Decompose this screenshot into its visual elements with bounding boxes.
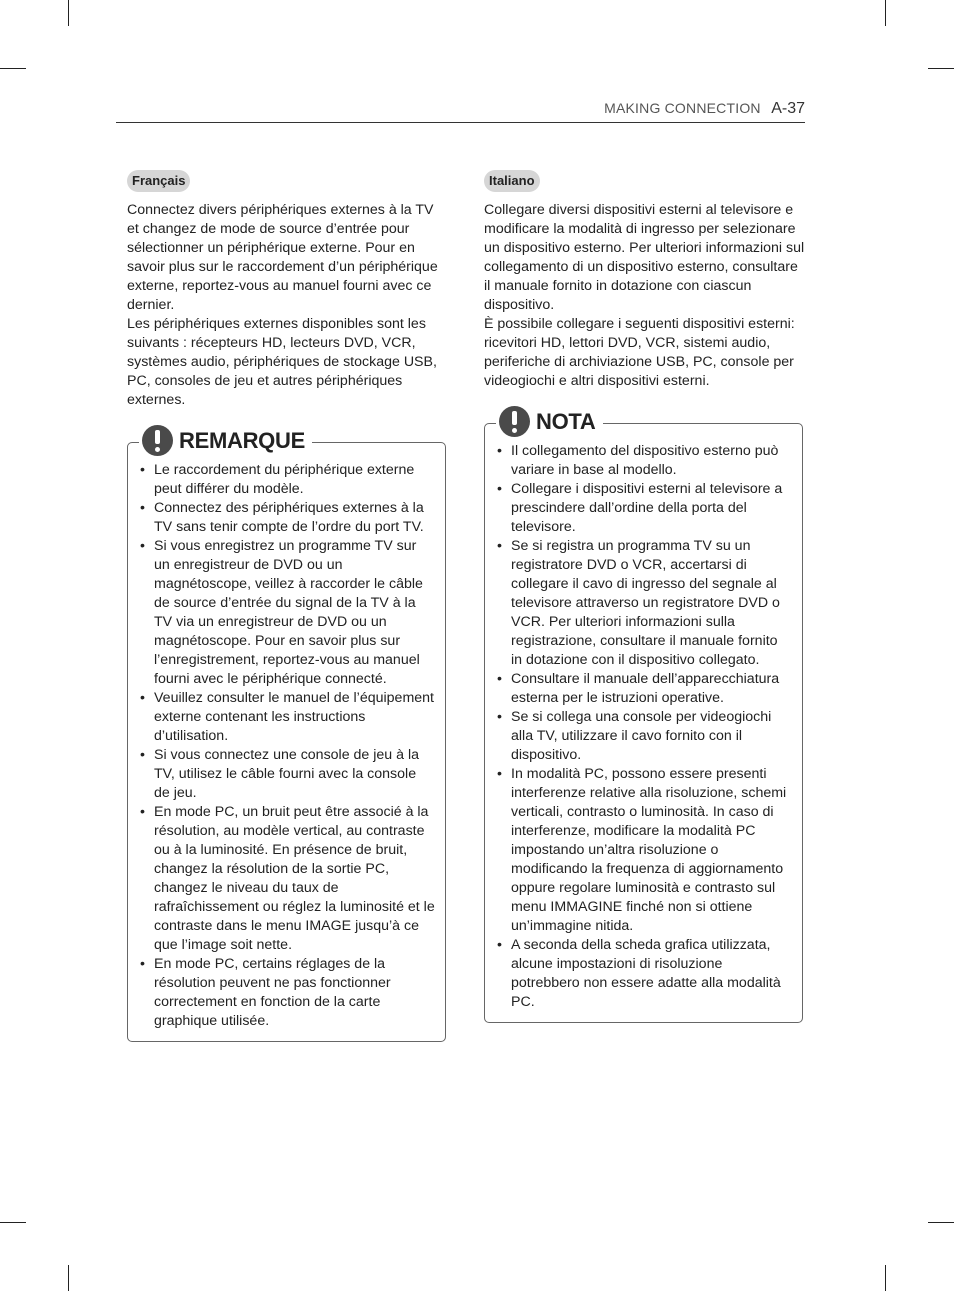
list-item: • Collegare i dispositivi esterni al televisore a prescindere dall’ordine della porta del televisore. (497, 480, 792, 537)
intro-text-francais (127, 201, 449, 410)
remarque-list (140, 461, 435, 1031)
remarque-title: REMARQUE (179, 427, 305, 453)
intro-paragraph: È possibile collegare i seguenti dispositivi esterni: ricevitori HD, lettori DVD, VCR, sistemi audio, periferiche di archiviazione USB, PC, console per videogiochi e altri dispositivi esterni. (484, 316, 795, 389)
list-item: • Il collegamento del dispositivo esterno può variare in base al modello. (497, 442, 792, 480)
crop-mark-top-right-v (885, 0, 886, 26)
exclamation-circle-icon (499, 406, 530, 437)
nota-heading (496, 406, 603, 437)
crop-mark-bottom-right-h (928, 1222, 954, 1223)
list-item: • Si vous connectez une console de jeu à la TV, utilisez le câble fourni avec la console de jeu. (140, 746, 435, 803)
column-italiano (484, 170, 806, 1023)
remarque-box (127, 427, 446, 1042)
page-number: A-37 (771, 100, 805, 117)
list-item: • Si vous enregistrez un programme TV sur un enregistreur de DVD ou un magnétoscope, veillez à raccorder le câble de source d’entrée du signal de la TV à la TV via un enregistreur de DVD ou un magnétoscope. Pour en savoir plus sur l’enregistrement, reportez-vous au manuel fourni avec le périphérique connecté. (140, 537, 435, 689)
header-section-title: MAKING CONNECTION (604, 100, 761, 116)
list-item: • A seconda della scheda grafica utilizzata, alcune impostazioni di risoluzione potrebbero non essere adatte alla modalità PC. (497, 936, 792, 1012)
exclamation-circle-icon (142, 425, 173, 456)
language-badge-italiano: Italiano (484, 170, 540, 192)
list-item: • Le raccordement du périphérique externe peut différer du modèle. (140, 461, 435, 499)
list-item: • In modalità PC, possono essere presenti interferenze relative alla risoluzione, schemi verticali, contrasto o luminosità. In caso di interferenze, modificare la modalità PC impostando un’altra risoluzione o modificando la frequenza di aggiornamento oppure regolare luminosità e contrasto sul menu IMMAGINE finché non si ottiene un’immagine nitida. (497, 765, 792, 936)
crop-mark-top-left-h (0, 68, 26, 69)
crop-mark-top-left-v (68, 0, 69, 26)
intro-paragraph: Les périphériques externes disponibles sont les suivants : récepteurs HD, lecteurs DVD, VCR, systèmes audio, périphériques de stockage USB, PC, consoles de jeu et autres périphériques externes. (127, 316, 437, 408)
intro-text-italiano (484, 201, 806, 391)
column-francais (127, 170, 449, 1042)
intro-paragraph: Connectez divers périphériques externes à la TV et changez de mode de source d’entrée pour sélectionner un périphérique externe. Pour en savoir plus sur le raccordement d’un périphérique externe, reportez-vous au manuel fourni avec ce dernier. (127, 202, 438, 313)
crop-mark-top-right-h (928, 68, 954, 69)
list-item: • Se si registra un programma TV su un registratore DVD o VCR, accertarsi di collegare il cavo di ingresso del segnale al televisore attraverso un registratore DVD o VCR. Per ulteriori informazioni sulla registrazione, consultare il manuale fornito in dotazione con il dispositivo collegato. (497, 537, 792, 670)
list-item: • En mode PC, certains réglages de la résolution peuvent ne pas fonctionner correctement en fonction de la carte graphique utilisée. (140, 955, 435, 1031)
nota-title: NOTA (536, 408, 596, 434)
list-item: • Se si collega una console per videogiochi alla TV, utilizzare il cavo fornito con il dispositivo. (497, 708, 792, 765)
list-item: • En mode PC, un bruit peut être associé à la résolution, au modèle vertical, au contraste ou à la luminosité. En présence de bruit, changez la résolution de la sortie PC, changez le niveau du taux de rafraîchissement ou réglez la luminosité et le contraste dans le menu IMAGE jusqu’à ce que l’image soit nette. (140, 803, 435, 955)
page-header (116, 100, 805, 123)
list-item: • Consultare il manuale dell’apparecchiatura esterna per le istruzioni operative. (497, 670, 792, 708)
language-badge-francais: Français (127, 170, 190, 192)
crop-mark-bottom-left-h (0, 1222, 26, 1223)
crop-mark-bottom-right-v (885, 1265, 886, 1291)
list-item: • Connectez des périphériques externes à la TV sans tenir compte de l’ordre du port TV. (140, 499, 435, 537)
list-item: • Veuillez consulter le manuel de l’équipement externe contenant les instructions d’utilisation. (140, 689, 435, 746)
nota-list (497, 442, 792, 1012)
remarque-heading (139, 425, 312, 456)
nota-box (484, 408, 803, 1023)
intro-paragraph: Collegare diversi dispositivi esterni al televisore e modificare la modalità di ingresso per selezionare un dispositivo esterno. Per ulteriori informazioni sul collegamento di un dispositivo esterno, consultare il manuale fornito in dotazione con ciascun dispositivo. (484, 202, 805, 313)
crop-mark-bottom-left-v (68, 1265, 69, 1291)
